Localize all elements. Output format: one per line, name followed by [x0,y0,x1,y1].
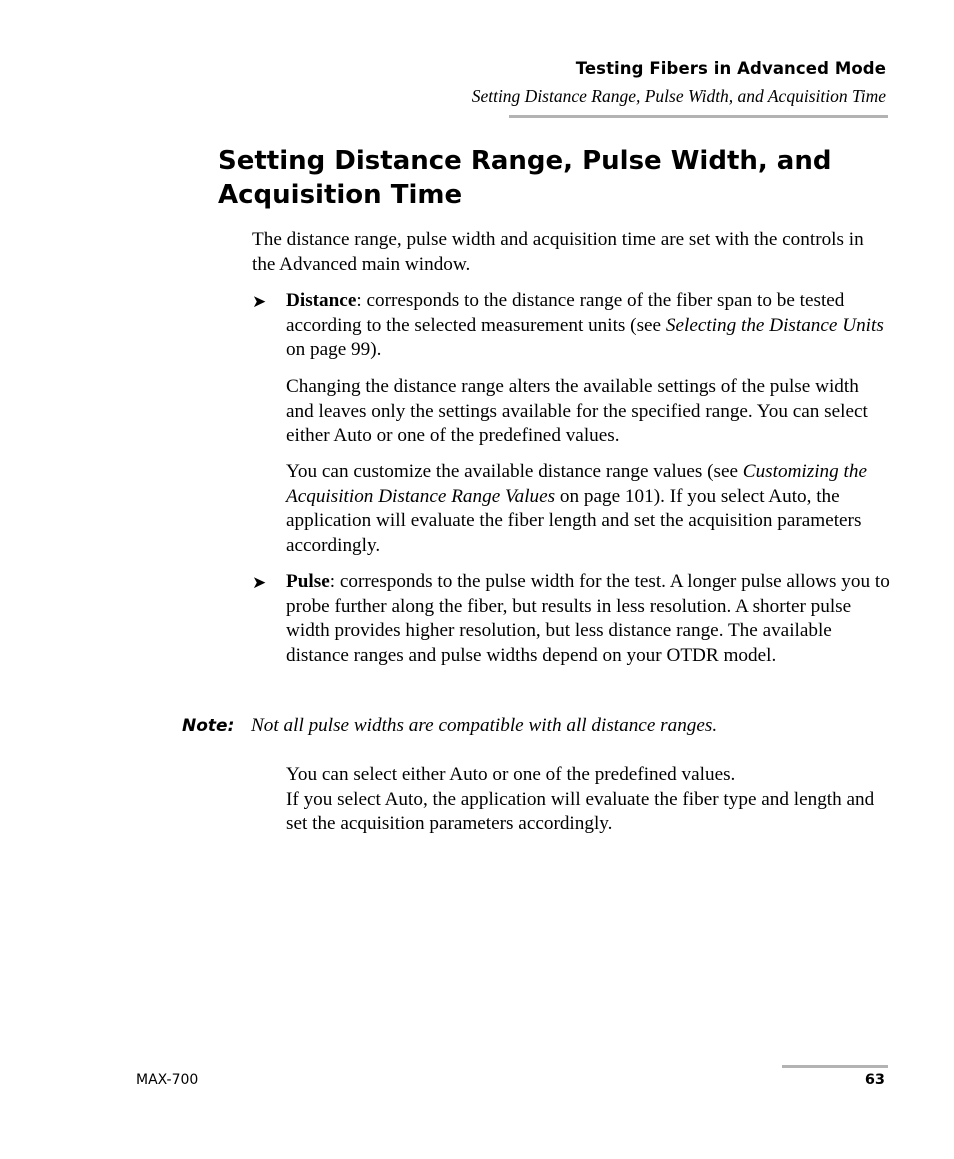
auto-line-1: You can select either Auto or one of the predefined values. [286,764,736,785]
distance-description [286,289,892,363]
page-title: Setting Distance Range, Pulse Width, and Acquisition Time [218,146,832,210]
list-item-pulse [252,570,892,668]
bullet-arrow-icon: ➤ [252,292,267,312]
running-header-chapter-title: Testing Fibers in Advanced Mode [575,59,886,78]
intro-paragraph: The distance range, pulse width and acquisition time are set with the controls in the Advanced main window. [252,229,864,275]
footer-divider [782,1065,888,1068]
pulse-description [286,570,892,668]
bullet-arrow-icon: ➤ [252,573,267,593]
customize-paragraph [286,460,886,558]
auto-paragraph [286,763,886,837]
page-number: 63 [864,1072,885,1088]
distance-term: Distance [286,290,357,311]
running-header-section-title: Setting Distance Range, Pulse Width, and Acquisition Time [471,86,886,106]
pulse-term: Pulse [286,571,330,592]
note-label: Note: [182,716,235,736]
distance-units-link[interactable]: Selecting the Distance Units [665,314,884,336]
customize-text-start: You can customize the available distance range values (see [286,461,743,482]
footer-product-name: MAX-700 [136,1072,199,1088]
note-text: Not all pulse widths are compatible with all distance ranges. [251,715,718,736]
changing-range-paragraph: Changing the distance range alters the available settings of the pulse width and leaves only the settings available for the specified range. You can select either Auto or one of the predefined values. [286,376,868,447]
customize-text-end: on page 101). If you select Auto, the application will evaluate the fiber length and set the acquisition parameters accordingly. [286,485,862,556]
header-divider [509,115,888,118]
distance-text-end: on page 99). [286,339,382,361]
list-item-distance [252,289,892,363]
auto-line-2: If you select Auto, the application will evaluate the fiber type and length and set the acquisition parameters accordingly. [286,788,875,835]
distance-text-start: : corresponds to the distance range of the fiber span to be tested according to the selected measurement units (see [286,290,845,336]
running-header [472,58,886,107]
pulse-text: : corresponds to the pulse width for the test. A longer pulse allows you to probe further along the fiber, but results in less resolution. A shorter pulse width provides higher resolution, but less distance range. The available distance ranges and pulse widths depend on your OTDR model. [286,571,890,666]
customize-range-values-link[interactable]: Customizing the Acquisition Distance Range Values [286,461,867,507]
